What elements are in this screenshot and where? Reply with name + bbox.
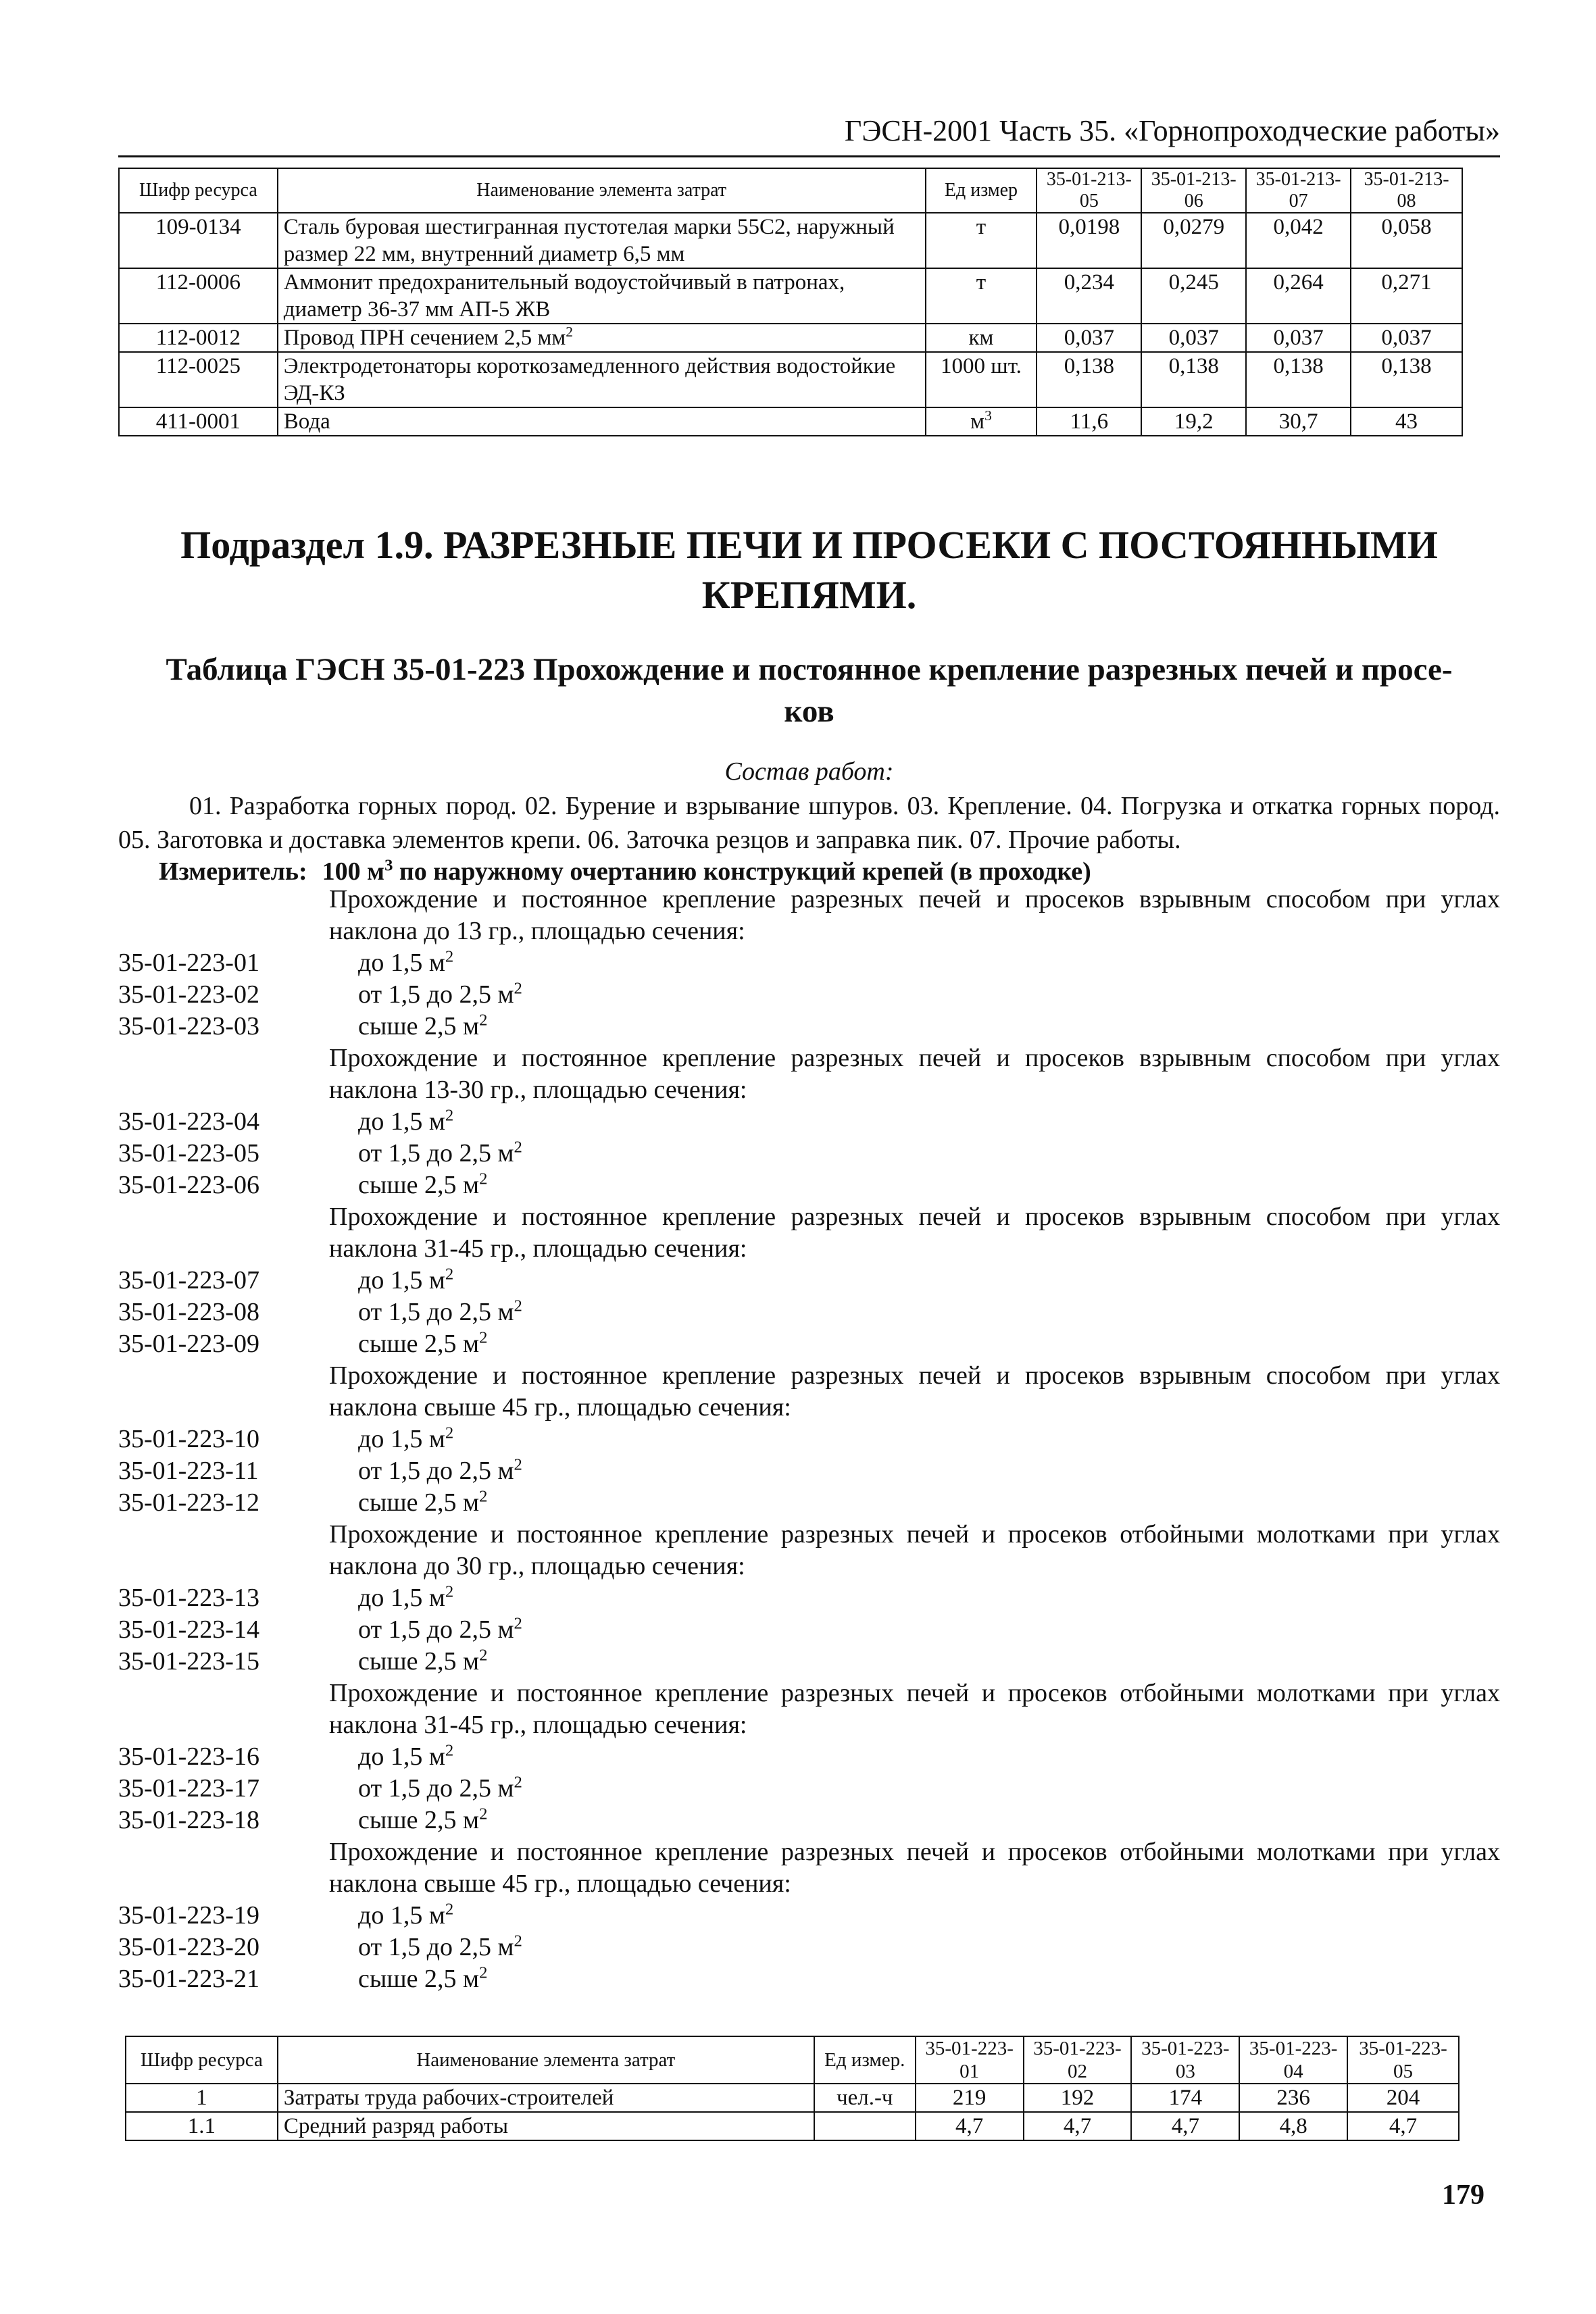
col-header: Наименование элемента затрат <box>278 2036 814 2084</box>
group-description: Прохождение и постоянное крепление разрезных печей и просеков отбойными молотками при углах наклона до 30 гр., площадью сечения: <box>329 1520 1500 1580</box>
value-cell: 0,271 <box>1351 268 1462 324</box>
value-cell: 19,2 <box>1141 407 1246 436</box>
norm-code: 35-01-223-01 <box>118 949 259 977</box>
col-header: 35-01-223-02 <box>1024 2036 1132 2084</box>
norm-range-text: до 1,5 м <box>358 1584 445 1612</box>
resource-name: Средний разряд работы <box>278 2112 814 2140</box>
norm-range <box>358 1011 487 1042</box>
col-header: Ед измер. <box>814 2036 916 2084</box>
col-header: 35-01-223-03 <box>1131 2036 1239 2084</box>
norm-code: 35-01-223-20 <box>118 1933 259 1961</box>
value-cell: 4,7 <box>1131 2112 1239 2140</box>
subsection-title-line: Подраздел 1.9. РАЗРЕЗНЫЕ ПЕЧИ И ПРОСЕКИ С ПОСТОЯННЫМИ <box>180 523 1438 567</box>
norm-code: 35-01-223-03 <box>118 1012 259 1040</box>
value-cell: 174 <box>1131 2084 1239 2112</box>
running-header: ГЭСН-2001 Часть 35. «Горнопроходческие работы» <box>844 114 1500 147</box>
unit-text: м <box>970 409 985 434</box>
col-header: 35-01-213-07 <box>1246 168 1351 213</box>
table-header-row <box>126 2036 1459 2084</box>
composition-title: Состав работ: <box>724 757 894 786</box>
superscript: 2 <box>514 979 522 998</box>
value-cell: 0,037 <box>1246 324 1351 352</box>
resource-unit: т <box>926 268 1037 324</box>
superscript: 2 <box>445 1265 454 1284</box>
header-rule <box>118 155 1500 157</box>
col-header: 35-01-223-05 <box>1347 2036 1459 2084</box>
superscript: 2 <box>479 1963 488 1982</box>
norm-range <box>358 1900 453 1932</box>
superscript: 2 <box>479 1169 488 1188</box>
resource-unit: км <box>926 324 1037 352</box>
norm-range-text: сыше 2,5 м <box>358 1965 480 1993</box>
superscript: 2 <box>514 1773 522 1792</box>
norm-range <box>358 1265 453 1297</box>
norm-range-text: до 1,5 м <box>358 1742 445 1771</box>
value-cell: 30,7 <box>1246 407 1351 436</box>
group-description: Прохождение и постоянное крепление разрезных печей и просеков взрывным способом при углах наклона свыше 45 гр., площадью сечения: <box>329 1361 1500 1422</box>
value-cell: 204 <box>1347 2084 1459 2112</box>
value-cell: 0,245 <box>1141 268 1246 324</box>
norm-range <box>358 1614 522 1646</box>
norm-range-text: до 1,5 м <box>358 1425 445 1453</box>
norm-range-text: сыше 2,5 м <box>358 1171 480 1199</box>
value-cell: 0,138 <box>1037 352 1141 407</box>
value-cell: 4,7 <box>1024 2112 1132 2140</box>
superscript: 2 <box>445 1106 454 1125</box>
value-cell: 0,234 <box>1037 268 1141 324</box>
resource-code: 1 <box>126 2084 278 2112</box>
norm-code: 35-01-223-11 <box>118 1457 259 1485</box>
value-cell: 0,042 <box>1246 213 1351 268</box>
superscript: 3 <box>984 407 992 424</box>
col-header: 35-01-223-04 <box>1239 2036 1347 2084</box>
norm-code: 35-01-223-16 <box>118 1742 259 1771</box>
norm-range-text: до 1,5 м <box>358 949 445 977</box>
value-cell: 0,138 <box>1141 352 1246 407</box>
value-cell: 219 <box>916 2084 1024 2112</box>
col-header: 35-01-223-01 <box>916 2036 1024 2084</box>
norm-range <box>358 1328 487 1360</box>
norm-code: 35-01-223-14 <box>118 1615 259 1644</box>
col-header: Шифр ресурса <box>126 2036 278 2084</box>
superscript: 2 <box>479 1805 488 1823</box>
col-header: 35-01-213-08 <box>1351 168 1462 213</box>
superscript: 3 <box>384 856 393 875</box>
resource-code: 411-0001 <box>119 407 278 436</box>
norm-range <box>358 1106 453 1138</box>
resource-name <box>278 324 926 352</box>
resource-name: Сталь буровая шестигранная пустотелая марки 55С2, наружный размер 22 мм, внутренний диаметр 6,5 мм <box>278 213 926 268</box>
norm-code: 35-01-223-21 <box>118 1965 259 1993</box>
value-cell: 0,058 <box>1351 213 1462 268</box>
norm-range-text: от 1,5 до 2,5 м <box>358 1615 514 1644</box>
resource-unit <box>926 407 1037 436</box>
resource-name: Затраты труда рабочих-строителей <box>278 2084 814 2112</box>
norm-range-text: сыше 2,5 м <box>358 1012 480 1040</box>
value-cell: 0,037 <box>1351 324 1462 352</box>
norm-range-text: от 1,5 до 2,5 м <box>358 1139 514 1167</box>
norm-range <box>358 1932 522 1963</box>
resource-unit: т <box>926 213 1037 268</box>
norm-code: 35-01-223-05 <box>118 1139 259 1167</box>
measure-value: 100 м <box>322 857 385 886</box>
norm-range-text: сыше 2,5 м <box>358 1488 480 1517</box>
resource-name-text: Провод ПРН сечением 2,5 мм <box>283 326 566 350</box>
value-cell: 192 <box>1024 2084 1132 2112</box>
value-cell: 43 <box>1351 407 1462 436</box>
value-cell: 4,8 <box>1239 2112 1347 2140</box>
norm-range-text: от 1,5 до 2,5 м <box>358 1933 514 1961</box>
resource-code: 109-0134 <box>119 213 278 268</box>
resource-code: 112-0012 <box>119 324 278 352</box>
norm-range <box>358 1805 487 1836</box>
group-description: Прохождение и постоянное крепление разрезных печей и просеков взрывным способом при углах наклона 13-30 гр., площадью сечения: <box>329 1044 1500 1104</box>
superscript: 2 <box>514 1932 522 1951</box>
resource-unit: 1000 шт. <box>926 352 1037 407</box>
norm-code: 35-01-223-18 <box>118 1806 259 1834</box>
subsection-title <box>118 520 1500 620</box>
norm-range-text: сыше 2,5 м <box>358 1330 480 1358</box>
superscript: 2 <box>479 1011 488 1030</box>
norm-code: 35-01-223-04 <box>118 1107 259 1136</box>
value-cell: 236 <box>1239 2084 1347 2112</box>
table-title-line: Таблица ГЭСН 35-01-223 Прохождение и постоянное крепление разрезных печей и просе- <box>166 652 1453 687</box>
resource-name: Электродетонаторы короткозамедленного действия водостойкие ЭД-КЗ <box>278 352 926 407</box>
value-cell: 11,6 <box>1037 407 1141 436</box>
col-header: 35-01-213-06 <box>1141 168 1246 213</box>
norm-range <box>358 1424 453 1455</box>
superscript: 2 <box>514 1614 522 1633</box>
composition-text: 01. Разработка горных пород. 02. Бурение и взрывание шпуров. 03. Крепление. 04. Погрузка и откатка горных пород. 05. Заготовка и доставка элементов крепи. 06. Заточка резцов и заправка пик. 07. Прочие работы. <box>118 792 1500 854</box>
norm-code: 35-01-223-07 <box>118 1266 259 1294</box>
superscript: 2 <box>514 1455 522 1474</box>
resource-code: 112-0006 <box>119 268 278 324</box>
col-header: Ед измер <box>926 168 1037 213</box>
norm-range-text: до 1,5 м <box>358 1266 445 1294</box>
value-cell: 0,0198 <box>1037 213 1141 268</box>
superscript: 2 <box>445 1741 454 1760</box>
table-row <box>126 2084 1459 2112</box>
resources-table-bottom <box>125 2036 1460 2141</box>
norm-range-text: до 1,5 м <box>358 1901 445 1930</box>
norm-range <box>358 979 522 1011</box>
superscript: 2 <box>479 1487 488 1506</box>
table-title <box>118 649 1500 732</box>
measure-label: Измеритель: <box>159 857 307 886</box>
norm-code: 35-01-223-17 <box>118 1774 259 1803</box>
value-cell: 0,138 <box>1351 352 1462 407</box>
table-row <box>126 2112 1459 2140</box>
resource-name: Аммонит предохранительный водоустойчивый в патронах, диаметр 36-37 мм АП-5 ЖВ <box>278 268 926 324</box>
norm-range <box>358 1646 487 1678</box>
norm-code: 35-01-223-08 <box>118 1298 259 1326</box>
norm-range <box>358 1773 522 1805</box>
norm-range-text: сыше 2,5 м <box>358 1806 480 1834</box>
norm-range <box>358 1487 487 1519</box>
superscript: 2 <box>479 1328 488 1347</box>
superscript: 2 <box>514 1138 522 1157</box>
value-cell: 0,037 <box>1141 324 1246 352</box>
norm-range-text: сыше 2,5 м <box>358 1647 480 1676</box>
table-title-line: ков <box>784 694 834 729</box>
resources-table-top <box>118 168 1463 436</box>
superscript: 2 <box>445 1900 454 1919</box>
value-cell: 0,0279 <box>1141 213 1246 268</box>
group-description: Прохождение и постоянное крепление разрезных печей и просеков отбойными молотками при углах наклона свыше 45 гр., площадью сечения: <box>329 1838 1500 1898</box>
value-cell: 4,7 <box>916 2112 1024 2140</box>
resource-code: 112-0025 <box>119 352 278 407</box>
group-description: Прохождение и постоянное крепление разрезных печей и просеков взрывным способом при углах наклона 31-45 гр., площадью сечения: <box>329 1203 1500 1263</box>
table-row <box>119 268 1462 324</box>
norm-code: 35-01-223-19 <box>118 1901 259 1930</box>
table-row <box>119 352 1462 407</box>
subsection-title-line: КРЕПЯМИ. <box>701 573 917 617</box>
col-header: 35-01-213-05 <box>1037 168 1141 213</box>
norm-range-text: от 1,5 до 2,5 м <box>358 1298 514 1326</box>
measure-value-rest: по наружному очертанию конструкций крепей (в проходке) <box>393 857 1091 886</box>
resource-name: Вода <box>278 407 926 436</box>
group-description: Прохождение и постоянное крепление разрезных печей и просеков взрывным способом при углах наклона до 13 гр., площадью сечения: <box>329 885 1500 945</box>
table-row <box>119 407 1462 436</box>
resource-code: 1.1 <box>126 2112 278 2140</box>
norm-range-text: от 1,5 до 2,5 м <box>358 1457 514 1485</box>
table-row <box>119 324 1462 352</box>
value-cell: 4,7 <box>1347 2112 1459 2140</box>
resource-unit: чел.-ч <box>814 2084 916 2112</box>
superscript: 2 <box>445 1424 454 1442</box>
norm-range <box>358 947 453 979</box>
value-cell: 0,037 <box>1037 324 1141 352</box>
norm-code: 35-01-223-12 <box>118 1488 259 1517</box>
value-cell: 0,264 <box>1246 268 1351 324</box>
norm-range-text: до 1,5 м <box>358 1107 445 1136</box>
norm-range <box>358 1582 453 1614</box>
superscript: 2 <box>514 1297 522 1315</box>
norm-code: 35-01-223-09 <box>118 1330 259 1358</box>
norm-range-text: от 1,5 до 2,5 м <box>358 980 514 1009</box>
value-cell: 0,138 <box>1246 352 1351 407</box>
norm-range <box>358 1169 487 1201</box>
norm-range <box>358 1455 522 1487</box>
superscript: 2 <box>445 947 454 966</box>
resource-unit <box>814 2112 916 2140</box>
col-header: Шифр ресурса <box>119 168 278 213</box>
norm-range <box>358 1741 453 1773</box>
table-row <box>119 213 1462 268</box>
superscript: 2 <box>445 1582 454 1601</box>
group-description: Прохождение и постоянное крепление разрезных печей и просеков отбойными молотками при углах наклона 31-45 гр., площадью сечения: <box>329 1679 1500 1739</box>
norm-code: 35-01-223-13 <box>118 1584 259 1612</box>
norm-range <box>358 1963 487 1995</box>
norm-code: 35-01-223-02 <box>118 980 259 1009</box>
superscript: 2 <box>566 324 574 340</box>
measure-line <box>159 857 1091 886</box>
superscript: 2 <box>479 1646 488 1665</box>
norm-range <box>358 1297 522 1328</box>
col-header: Наименование элемента затрат <box>278 168 926 213</box>
norm-range <box>358 1138 522 1169</box>
norm-code: 35-01-223-15 <box>118 1647 259 1676</box>
table-header-row <box>119 168 1462 213</box>
page-number: 179 <box>1442 2180 1485 2211</box>
norm-code: 35-01-223-10 <box>118 1425 259 1453</box>
norm-range-text: от 1,5 до 2,5 м <box>358 1774 514 1803</box>
norm-code: 35-01-223-06 <box>118 1171 259 1199</box>
